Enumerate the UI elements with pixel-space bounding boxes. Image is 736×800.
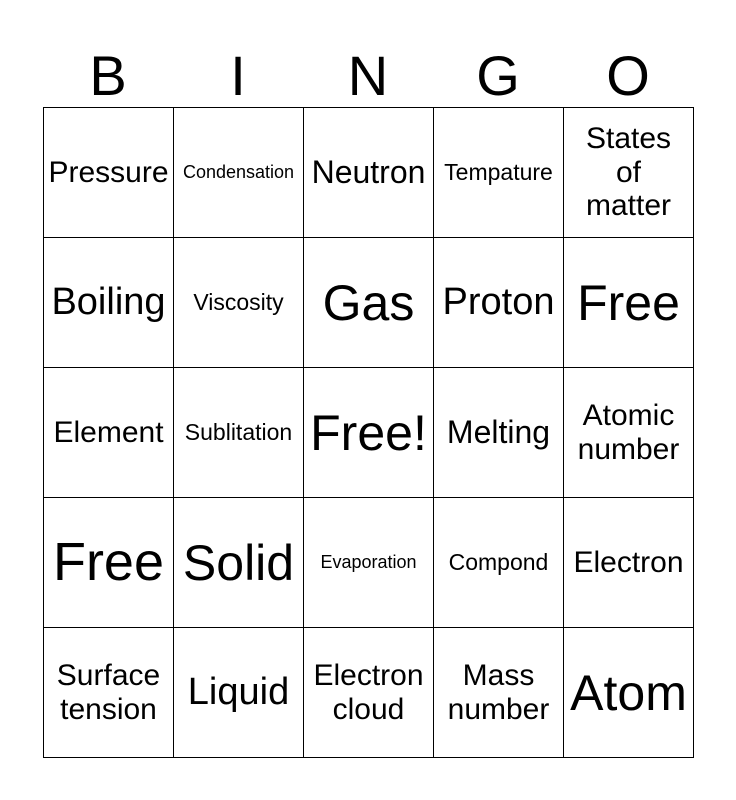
bingo-header [43,44,693,108]
header-letter-b: B [89,44,127,107]
bingo-cell[interactable]: Surface tension [44,628,174,758]
bingo-cell[interactable]: Solid [174,498,304,628]
bingo-cell[interactable]: Liquid [174,628,304,758]
bingo-cell[interactable]: Mass number [434,628,564,758]
bingo-cell[interactable]: Sublitation [174,368,304,498]
bingo-cell[interactable]: Gas [304,238,434,368]
header-letter-o: O [606,44,650,107]
bingo-cell[interactable]: States of matter [564,108,694,238]
bingo-cell[interactable]: Atomic number [564,368,694,498]
bingo-cell[interactable]: Electron [564,498,694,628]
bingo-cell[interactable]: Free! [304,368,434,498]
bingo-cell[interactable]: Atom [564,628,694,758]
bingo-cell[interactable]: Boiling [44,238,174,368]
header-letter-g: G [476,44,520,107]
bingo-cell[interactable]: Free [564,238,694,368]
bingo-cell[interactable]: Compond [434,498,564,628]
header-letter-i: I [230,44,246,107]
bingo-cell[interactable]: Melting [434,368,564,498]
bingo-cell[interactable]: Condensation [174,108,304,238]
bingo-cell[interactable]: Element [44,368,174,498]
bingo-board [43,107,694,758]
bingo-cell[interactable]: Pressure [44,108,174,238]
bingo-cell[interactable]: Evaporation [304,498,434,628]
bingo-cell[interactable]: Free [44,498,174,628]
header-letter-n: N [347,44,389,107]
bingo-cell[interactable]: Electron cloud [304,628,434,758]
bingo-cell[interactable]: Proton [434,238,564,368]
bingo-cell[interactable]: Viscosity [174,238,304,368]
bingo-cell[interactable]: Neutron [304,108,434,238]
bingo-cell[interactable]: Tempature [434,108,564,238]
